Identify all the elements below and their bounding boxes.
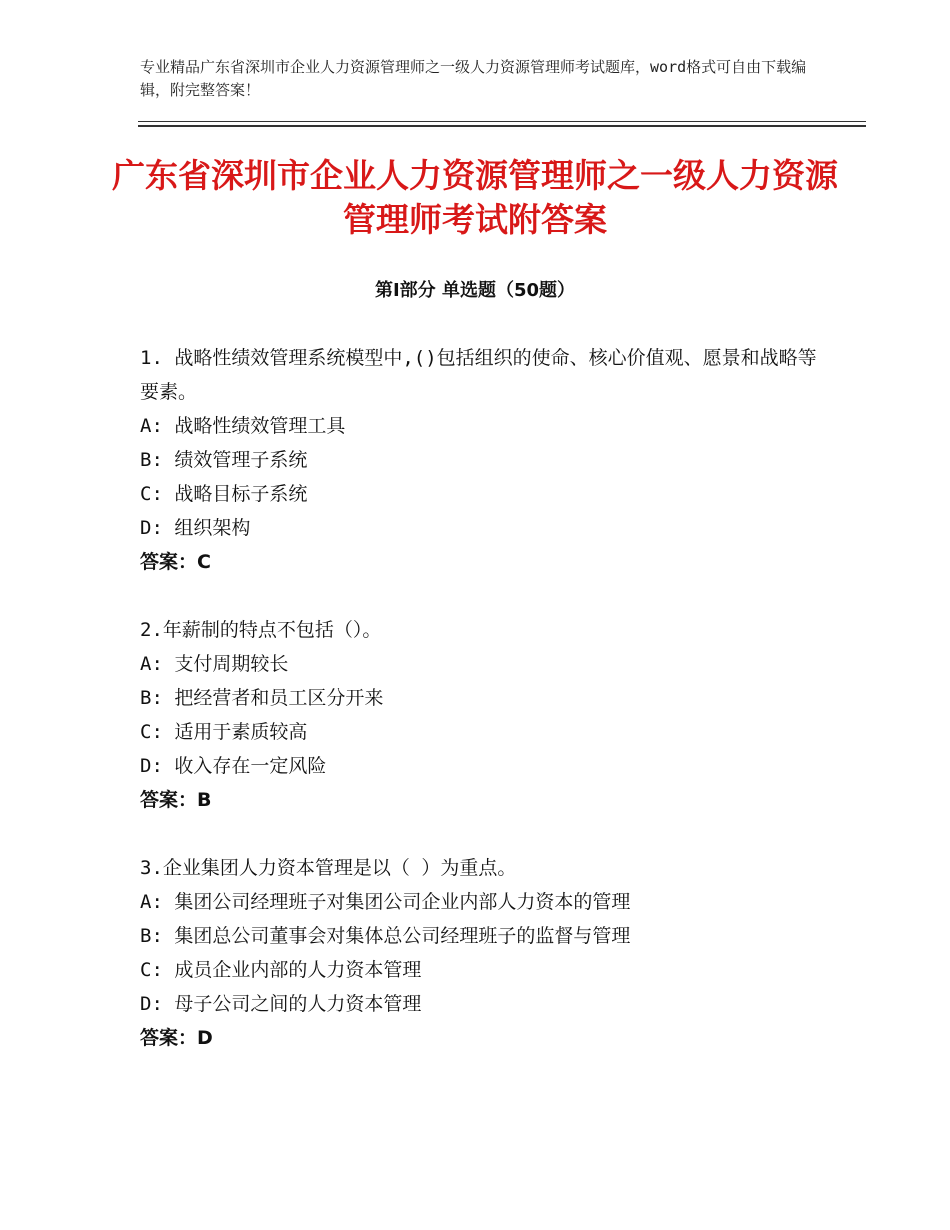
question-stem: 1. 战略性绩效管理系统模型中,()包括组织的使命、核心价值观、愿景和战略等要素。 bbox=[140, 347, 817, 403]
option-c: C: 成员企业内部的人力资本管理 bbox=[140, 959, 422, 981]
question-stem: 3.企业集团人力资本管理是以（ ）为重点。 bbox=[140, 857, 517, 879]
header-note: 专业精品广东省深圳市企业人力资源管理师之一级人力资源管理师考试题库，word格式可自由下载编辑，附完整答案！ bbox=[140, 58, 807, 99]
question-item bbox=[140, 341, 820, 579]
option-d: D: 母子公司之间的人力资本管理 bbox=[140, 993, 422, 1015]
header-divider-thin bbox=[138, 121, 866, 122]
option-b: B: 集团总公司董事会对集体总公司经理班子的监督与管理 bbox=[140, 925, 631, 947]
option-c: C: 战略目标子系统 bbox=[140, 483, 308, 505]
section-heading: 第Ⅰ部分 单选题（50题） bbox=[374, 280, 575, 301]
header-divider-thick bbox=[138, 125, 866, 127]
option-a: A: 集团公司经理班子对集团公司企业内部人力资本的管理 bbox=[140, 891, 631, 913]
question-item bbox=[140, 851, 820, 1055]
document-title: 广东省深圳市企业人力资源管理师之一级人力资源管理师考试附答案 bbox=[112, 156, 838, 239]
option-d: D: 组织架构 bbox=[140, 517, 251, 539]
option-b: B: 绩效管理子系统 bbox=[140, 449, 308, 471]
answer-label: 答案：B bbox=[140, 789, 212, 811]
question-list bbox=[140, 341, 820, 1089]
answer-label: 答案：C bbox=[140, 551, 211, 573]
question-item bbox=[140, 613, 820, 817]
option-b: B: 把经营者和员工区分开来 bbox=[140, 687, 384, 709]
option-a: A: 支付周期较长 bbox=[140, 653, 289, 675]
answer-label: 答案：D bbox=[140, 1027, 213, 1049]
option-d: D: 收入存在一定风险 bbox=[140, 755, 327, 777]
option-a: A: 战略性绩效管理工具 bbox=[140, 415, 346, 437]
option-c: C: 适用于素质较高 bbox=[140, 721, 308, 743]
question-stem: 2.年薪制的特点不包括（）。 bbox=[140, 619, 382, 641]
